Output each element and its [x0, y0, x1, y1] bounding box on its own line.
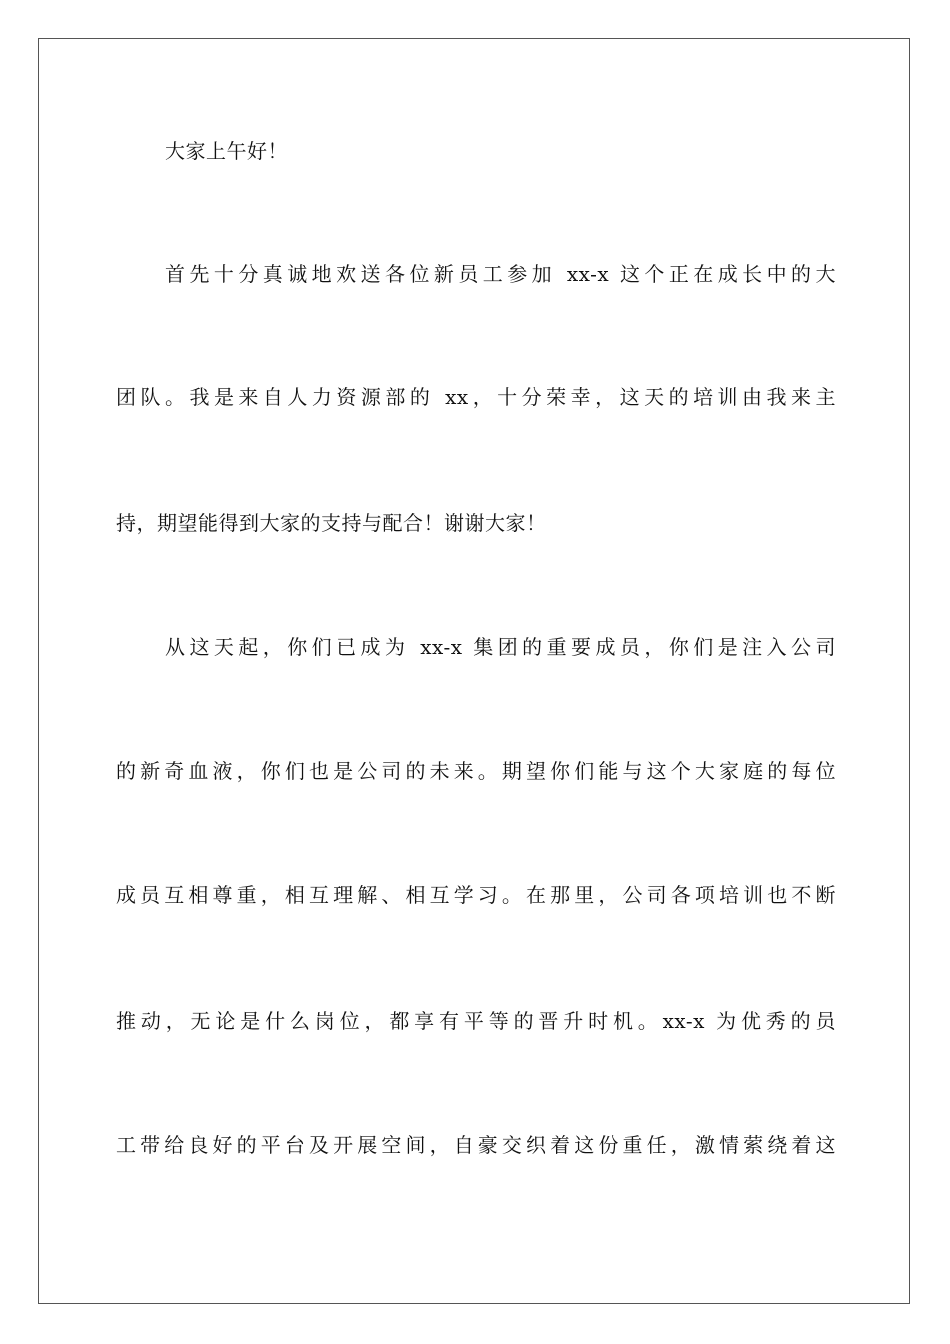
- paragraph-line: 持，期望能得到大家的支持与配合！谢谢大家！: [116, 511, 547, 535]
- paragraph-line: 团队。我是来自人力资源部的 xx，十分荣幸，这天的培训由我来主: [116, 385, 836, 409]
- greeting-line: 大家上午好！: [165, 139, 288, 163]
- page-border: [38, 38, 910, 1304]
- paragraph-line: 推动，无论是什么岗位，都享有平等的晋升时机。xx-x 为优秀的员: [116, 1009, 836, 1033]
- paragraph-line: 首先十分真诚地欢送各位新员工参加 xx-x 这个正在成长中的大: [165, 262, 836, 286]
- paragraph-line: 的新奇血液，你们也是公司的未来。期望你们能与这个大家庭的每位: [116, 759, 836, 783]
- paragraph-line: 工带给良好的平台及开展空间，自豪交织着这份重任，激情萦绕着这: [116, 1133, 836, 1157]
- paragraph-line: 成员互相尊重，相互理解、相互学习。在那里，公司各项培训也不断: [116, 883, 836, 907]
- paragraph-line: 从这天起，你们已成为 xx-x 集团的重要成员，你们是注入公司: [165, 635, 836, 659]
